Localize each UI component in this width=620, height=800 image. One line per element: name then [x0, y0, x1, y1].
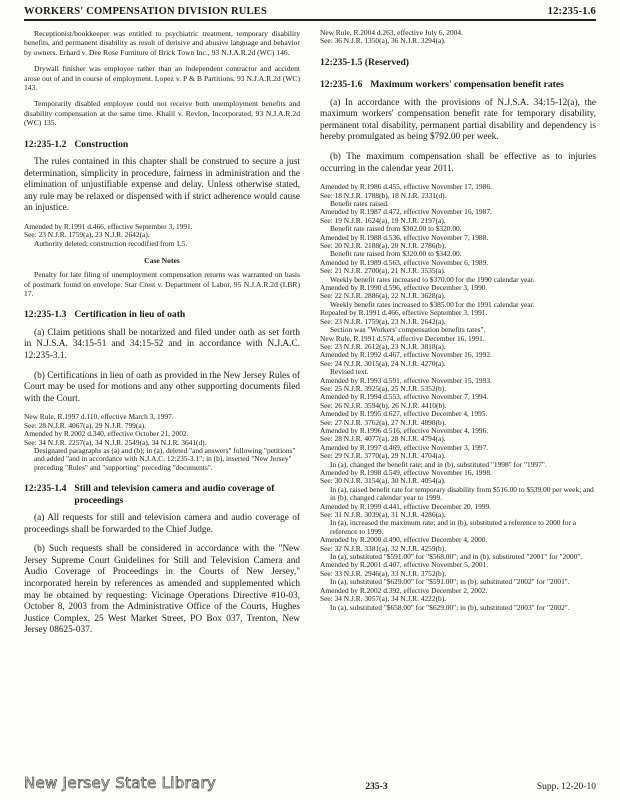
section-history — [24, 413, 300, 472]
history-line: See: 20 N.J.R. 2188(a), 20 N.J.R. 2786(b). — [320, 241, 447, 251]
header-section-number: 12:235-1.6 — [547, 6, 596, 17]
history-line: See: 24 N.J.R. 3015(a), 24 N.J.R. 4270(a). — [320, 358, 446, 368]
history-line: Amended by R.1988 d.536, effective November 7, 1988. — [320, 232, 489, 242]
section-heading-1-4 — [24, 483, 300, 506]
right-column — [320, 29, 596, 645]
history-note: Benefit rates raised. — [330, 199, 389, 208]
section-paragraph: (a) Claim petitions shall be notarized and filed under oath as set forth in N.J.S.A. 34:15-51 and 34:15-52 and in accordance with N.J.A.C. 12:235-3.1. — [24, 327, 300, 362]
section-title: (Reserved) — [364, 56, 409, 68]
history-line: See: 22 N.J.R. 2886(a), 22 N.J.R. 3628(a). — [320, 291, 446, 301]
history-note: In (a), substituted "$591.00" for "$568.00"; and in (b), substituted "2001" for "2000". — [330, 552, 583, 562]
history-line: See: 36 N.J.R. 1350(a), 36 N.J.R. 3294(a). — [320, 36, 446, 46]
history-line: Amended by R.1986 d.455, effective November 17, 1986. — [320, 182, 492, 192]
history-line: See: 29 N.J.R. 3770(a), 29 N.J.R. 4704(a). — [320, 451, 446, 461]
history-line: See: 23 N.J.R. 2612(a), 23 N.J.R. 3818(a). — [320, 341, 446, 351]
history-line: Amended by R.2002 d.340, effective October 21, 2002. — [24, 429, 189, 439]
case-note: Penalty for late filing of unemployment compensation returns was warranted on basis of postmark found on envelope. Star Crest v. Department of Labor, 95 N.J.A.R.2d (LBR) 17. — [24, 270, 300, 299]
history-line: Amended by R.1999 d.441, effective December 20, 1999. — [320, 501, 492, 511]
history-note: In (a), raised benefit rate for temporary disability from $516.00 to $539.00 per week; and in (b), changed calendar year to 1999. — [330, 484, 594, 503]
history-line: Amended by R.2001 d.407, effective November 5, 2001. — [320, 560, 489, 570]
section-number: 12:235-1.5 — [320, 56, 363, 68]
section-heading-1-3 — [24, 309, 300, 320]
history-line: New Rule, R.1991 d.574, effective December 16, 1991. — [320, 333, 485, 343]
section-heading-1-5 — [320, 57, 596, 68]
history-note: Benefit rate raised from $320.00 to $342.00. — [330, 249, 462, 259]
history-line: See: 27 N.J.R. 3762(a), 27 N.J.R. 4898(b). — [320, 417, 447, 427]
history-line: Repealed by R.1991 d.466, effective September 3, 1991. — [320, 308, 488, 318]
history-note: Designated paragraphs as (a) and (b); in (a), deleted "and answers" following "petitions" and added "and in accordance with N.J.A.C. 12:235-3.1"; in (b), inserted "New Jersey" preceding "Rules" and "supporting" preceding "documents". — [34, 446, 296, 472]
history-line: See: 23 N.J.R. 1759(a), 23 N.J.R. 2642(a). — [320, 316, 446, 326]
section-title: Still and television camera and audio coverage of proceedings — [74, 483, 275, 506]
history-line: See: 32 N.J.R. 3381(a), 32 N.J.R. 4259(b). — [320, 543, 447, 553]
history-line: Amended by R.1998 d.549, effective November 16, 1998. — [320, 468, 492, 477]
section-number: 12:235-1.4 — [24, 483, 67, 495]
history-line: See: 25 N.J.R. 3925(a), 25 N.J.R. 5352(b). — [320, 383, 447, 393]
history-line: See: 33 N.J.R. 2946(a), 33 N.J.R. 3752(b). — [320, 568, 447, 578]
library-watermark-logo: New Jersey State Library — [24, 774, 217, 792]
history-line: See: 26 N.J.R. 3594(b), 26 N.J.R. 4410(b). — [320, 400, 447, 410]
history-line: Amended by R.1993 d.591, effective November 15, 1993. — [320, 375, 492, 385]
history-line: See: 31 N.J.R. 3039(a), 31 N.J.R. 4286(a). — [320, 510, 446, 520]
history-note: Benefit rate raised from $302.00 to $320.00. — [330, 224, 462, 234]
history-note: In (a), substituted "$629.00" for "$591.00"; in (b), substituted "2002" for "2001". — [330, 577, 570, 587]
section-heading-1-6 — [320, 79, 596, 90]
section-number: 12:235-1.6 — [320, 79, 363, 91]
history-line: Amended by R.1994 d.553, effective November 7, 1994. — [320, 392, 489, 402]
history-note: Weekly benefit rates increased to $370.00 for the 1990 calendar year. — [330, 274, 535, 284]
history-line: See: 34 N.J.R. 2257(a), 34 N.J.R. 2549(a), 34 N.J.R. 3641(d). — [24, 437, 207, 447]
history-line: See: 30 N.J.R. 3154(a), 30 N.J.R. 4054(a). — [320, 476, 446, 486]
history-line: Amended by R.2000 d.490, effective December 4, 2000. — [320, 535, 488, 545]
case-note: Receptionist/bookkeeper was entitled to psychiatric treatment, temporary disability benefits, and permanent disability as result of derisive and abusive language and behavior by owners. Erhard v. Dee Rose Furniture of Brick Town Inc., 93 N.J.A.R.2d (WC) 146. — [24, 29, 300, 57]
history-line: See: 28 N.J.R. 4067(a), 29 N.J.R. 799(a). — [24, 420, 146, 430]
section-number: 12:235-1.2 — [24, 138, 67, 150]
section-title: Certification in lieu of oath — [74, 309, 186, 321]
section-number: 12:235-1.3 — [24, 309, 67, 321]
history-line: Amended by R.1996 d.516, effective November 4, 1996. — [320, 425, 489, 435]
history-line: Amended by R.1995 d.627, effective December 4, 1995. — [320, 409, 488, 419]
supplement-date: Supp. 12-20-10 — [536, 782, 596, 792]
history-note: In (a), changed the benefit rate; and in (b), substituted "1998" for "1997". — [330, 459, 547, 469]
history-line: See: 19 N.J.R. 1624(a), 19 N.J.R. 2197(a). — [320, 215, 446, 225]
section-history — [320, 29, 596, 46]
history-note: Section was "Workers' compensation benefits rates". — [330, 325, 486, 335]
section-history — [24, 223, 300, 248]
two-column-body — [24, 29, 596, 645]
page-footer — [24, 774, 596, 792]
history-line: Amended by R.1990 d.596, effective December 3, 1990. — [320, 283, 488, 293]
section-title: Maximum workers' compensation benefit rates — [370, 79, 564, 91]
history-line: Amended by R.2002 d.392, effective December 2, 2002. — [320, 585, 488, 595]
history-line: Amended by R.1989 d.563, effective November 6, 1989. — [320, 257, 489, 267]
section-paragraph: (a) In accordance with the provisions of N.J.S.A. 34:15-12(a), the maximum workers' compensation benefit rate for temporary disability, permanent total disability, permanent partial disability and dependency is hereby promulgated as being $792.00 per week. — [320, 97, 596, 143]
history-line: New Rule, R.1997 d.110, effective March 3, 1997. — [24, 412, 174, 422]
history-note: Weekly benefit rates increased to $385.00 for the 1991 calendar year. — [330, 299, 535, 309]
history-line: See: 34 N.J.R. 3057(a), 34 N.J.R. 4222(b). — [320, 594, 447, 604]
running-header — [24, 6, 596, 21]
section-history-1-6 — [320, 183, 596, 612]
history-line: See: 21 N.J.R. 2700(a), 21 N.J.R. 3535(a). — [320, 266, 446, 276]
history-line: Amended by R.1992 d.467, effective November 16, 1992. — [320, 350, 492, 360]
section-paragraph: (a) All requests for still and television camera and audio coverage of proceedings shall be forwarded to the Chief Judge. — [24, 513, 300, 535]
case-note: Drywall finisher was employee rather than an independent contractor and accident arose out of and in course of employment. Lopez v. P & B Partitions, 93 N.J.A.R.2d (WC) 143. — [24, 64, 300, 93]
history-line: See: 18 N.J.R. 1788(b), 18 N.J.R. 2331(d). — [320, 190, 447, 200]
header-title: WORKERS' COMPENSATION DIVISION RULES — [24, 6, 268, 17]
section-heading-1-2 — [24, 139, 300, 150]
history-note: Revised text. — [330, 367, 369, 377]
history-line: Amended by R.1997 d.469, effective November 3, 1997. — [320, 442, 489, 452]
history-line: See: 28 N.J.R. 4077(a), 28 N.J.R. 4794(a). — [320, 434, 446, 444]
history-note: In (a), substituted "$658.00" for "$629.00"; in (b), substituted "2003" for "2002". — [330, 602, 570, 612]
section-paragraph: (b) Certifications in lieu of oath as provided in the New Jersey Rules of Court may be used for motions and any other supporting documents filed with the Court. — [24, 370, 300, 404]
section-paragraph: (b) Such requests shall be considered in accordance with the "New Jersey Supreme Court Guidelines for Still and Television Camera and Audio Coverage of Proceedings in the Courts of New Jersey," incorporated herein by references as amended and supplemented which may be obtained by requesting: Vicinage Operations Directive #10-03, October 8, 2003 from the Administrative Office of the Courts, Hughes Justice Complex, 25 West Market Street, PO Box 037, Trenton, New Jersey 08625-037. — [24, 544, 300, 636]
section-title: Construction — [74, 138, 129, 150]
left-column — [24, 29, 300, 645]
page-number: 235-3 — [365, 782, 388, 792]
history-line: Amended by R.1991 d.466, effective September 3, 1991. — [24, 222, 193, 232]
section-paragraph: The rules contained in this chapter shall be construed to secure a just determination, simplicity in procedure, fairness in administration and the elimination of unjustifiable expense and delay. Unless otherwise stated, any rule may be relaxed or dispensed with if strict adherence would cause an injustice. — [24, 157, 300, 214]
case-note: Temporarily disabled employee could not receive both unemployment benefits and disability compensation at the same time. Khalil v. Revlon, Incorporated, 93 N.J.A.R.2d (WC) 135. — [24, 99, 300, 128]
history-note: Authority deleted; construction recodified from 1.5. — [34, 238, 188, 248]
case-notes-heading: Case Notes — [144, 256, 180, 266]
section-paragraph: (b) The maximum compensation shall be effective as to injuries occurring in the calendar year 2011. — [320, 152, 596, 174]
history-line: New Rule, R.2004 d.263, effective July 6, 2004. — [320, 28, 463, 37]
history-note: In (a), increased the maximum rate; and in (b), substituted a reference to 2000 for a reference to 1999. — [330, 518, 577, 536]
history-line: See: 23 N.J.R. 1759(a), 23 N.J.R. 2642(a). — [24, 230, 150, 240]
history-line: Amended by R.1987 d.472, effective November 16, 1987. — [320, 207, 492, 217]
